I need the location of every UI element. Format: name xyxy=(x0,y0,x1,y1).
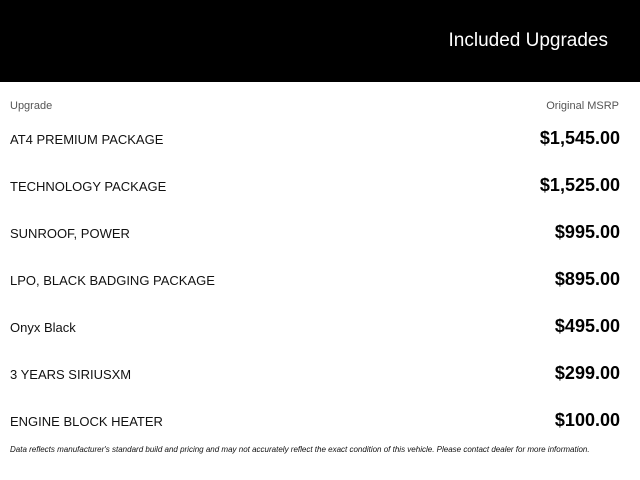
upgrade-name: AT4 PREMIUM PACKAGE xyxy=(10,132,164,147)
list-item xyxy=(0,304,640,351)
list-item xyxy=(0,163,640,210)
upgrade-price: $895.00 xyxy=(554,269,620,289)
upgrades-list xyxy=(0,116,640,445)
list-item xyxy=(0,257,640,304)
disclaimer-text: Data reflects manufacturer's standard build and pricing and may not accurately reflect the exact condition of this vehicle. Please contact dealer for more information. xyxy=(10,445,590,454)
upgrade-price: $1,525.00 xyxy=(539,175,620,195)
list-item xyxy=(0,116,640,163)
page-title: Included Upgrades xyxy=(448,30,608,51)
upgrade-price: $100.00 xyxy=(554,410,620,430)
upgrade-price: $299.00 xyxy=(554,363,620,383)
upgrade-column-header: Upgrade xyxy=(10,100,53,112)
list-item xyxy=(0,351,640,398)
upgrade-name: Onyx Black xyxy=(10,320,76,335)
list-item xyxy=(0,398,640,445)
upgrade-name: 3 YEARS SIRIUSXM xyxy=(10,367,132,382)
list-item xyxy=(0,210,640,257)
upgrade-price: $495.00 xyxy=(554,316,620,336)
upgrade-name: LPO, BLACK BADGING PACKAGE xyxy=(10,273,215,288)
upgrade-price: $1,545.00 xyxy=(539,128,620,148)
upgrade-price: $995.00 xyxy=(554,222,620,242)
upgrade-name: TECHNOLOGY PACKAGE xyxy=(10,179,167,194)
upgrade-name: SUNROOF, POWER xyxy=(10,226,130,241)
header-bar xyxy=(0,0,640,82)
upgrade-name: ENGINE BLOCK HEATER xyxy=(10,414,163,429)
msrp-column-header: Original MSRP xyxy=(546,100,619,112)
